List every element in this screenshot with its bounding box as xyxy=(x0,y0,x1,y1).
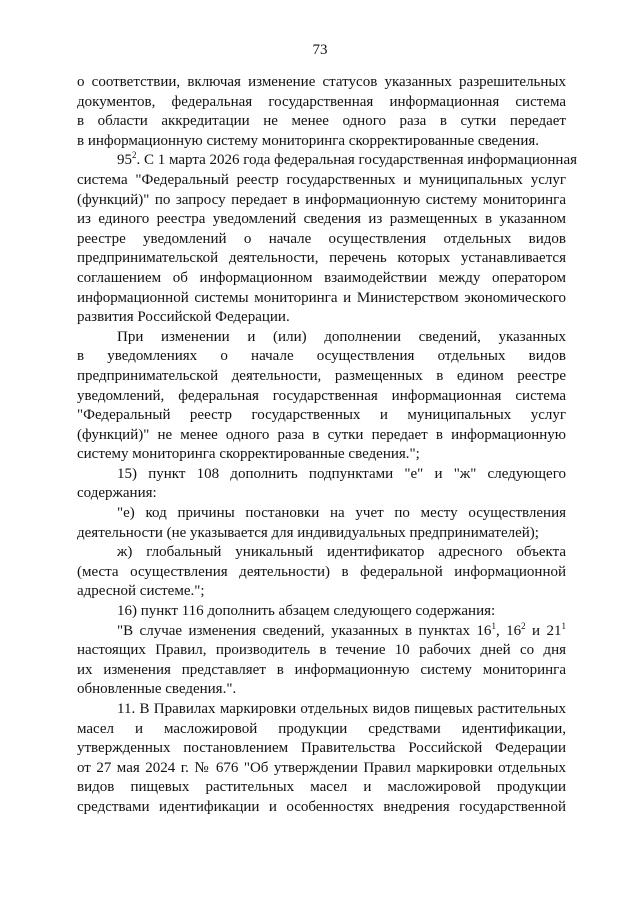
text-line xyxy=(77,465,566,485)
text-fragment: уведомлений, федеральная государственная информационная система xyxy=(77,387,566,404)
text-line xyxy=(77,680,566,700)
text-fragment: в области аккредитации не менее одного раза в сутки передает xyxy=(77,113,566,130)
text-line xyxy=(77,150,578,171)
text-line xyxy=(77,132,566,152)
text-fragment: в информационную систему мониторинга скорректированные сведения. xyxy=(77,132,540,149)
text-line xyxy=(77,661,566,681)
text-fragment: 16) пункт 116 дополнить абзацем следующего содержания: xyxy=(117,603,496,620)
text-line xyxy=(77,73,566,93)
text-fragment: система "Федеральный реестр государственных и муниципальных услуг xyxy=(77,171,566,188)
text-fragment: ж) глобальный уникальный идентификатор адресного объекта xyxy=(117,544,566,561)
text-fragment: документов, федеральная государственная информационная система xyxy=(77,93,566,110)
text-fragment: 95 xyxy=(117,152,132,169)
text-line xyxy=(77,347,566,367)
text-fragment: (места осуществления деятельности) в федеральной информационной xyxy=(77,563,566,580)
text-fragment: "Федеральный реестр государственных и муниципальных услуг xyxy=(77,407,566,424)
text-line xyxy=(77,367,566,387)
text-fragment: (функций)" по запросу передает в информационную систему мониторинга xyxy=(77,191,566,208)
text-fragment: соглашением об информационном взаимодействии между оператором xyxy=(77,269,566,286)
text-fragment: содержания: xyxy=(77,485,157,502)
text-line xyxy=(77,484,566,504)
text-line xyxy=(77,739,566,759)
page-number: 73 xyxy=(312,42,328,58)
text-line xyxy=(77,112,566,132)
text-line xyxy=(77,171,566,191)
text-line xyxy=(77,602,566,622)
text-fragment: "В случае изменения сведений, указанных в пунктах 16 xyxy=(117,622,492,639)
text-fragment: . С 1 марта 2026 года федеральная государственная информационная xyxy=(136,152,578,169)
superscript: 2 xyxy=(521,620,526,631)
superscript: 2 xyxy=(132,150,137,161)
text-line xyxy=(77,210,566,230)
text-line xyxy=(77,524,566,544)
text-line xyxy=(77,778,566,798)
text-line xyxy=(77,445,566,465)
text-fragment: масел и масложировой продукции средствами идентификации, xyxy=(77,720,566,737)
text-fragment: предпринимательской деятельности, перечень которых устанавливается xyxy=(77,250,566,267)
text-fragment: 15) пункт 108 дополнить подпунктами "е" и "ж" следующего xyxy=(117,465,566,482)
text-line xyxy=(77,563,566,583)
text-line xyxy=(77,406,566,426)
text-line xyxy=(77,249,566,269)
text-line xyxy=(77,387,566,407)
text-fragment: предпринимательской деятельности, размещенных в едином реестре xyxy=(77,367,566,384)
text-line xyxy=(77,622,566,642)
text-fragment: видов пищевых растительных масел и масложировой продукции xyxy=(77,779,566,796)
text-line xyxy=(77,720,566,740)
text-fragment: настоящих Правил, производитель в течение 10 рабочих дней со дня xyxy=(77,642,566,659)
text-fragment: При изменении и (или) дополнении сведений, указанных xyxy=(117,328,566,345)
text-fragment: реестре уведомлений о начале осуществления отдельных видов xyxy=(77,230,566,247)
text-fragment: от 27 мая 2024 г. № 676 "Об утверждении Правил маркировки отдельных xyxy=(77,759,566,776)
text-fragment: 11. В Правилах маркировки отдельных видов пищевых растительных xyxy=(117,701,566,717)
text-line xyxy=(77,582,566,602)
document-body xyxy=(77,73,578,818)
text-fragment: их изменения представляет в информационную систему мониторинга xyxy=(77,661,566,678)
text-line xyxy=(77,426,566,446)
text-line xyxy=(77,308,566,328)
text-fragment: и 21 xyxy=(525,622,562,639)
text-fragment: адресной системе."; xyxy=(77,583,205,600)
text-line xyxy=(77,328,566,348)
superscript: 1 xyxy=(491,620,496,631)
text-fragment: в уведомлениях о начале осуществления отдельных видов xyxy=(77,348,566,365)
text-fragment: систему мониторинга скорректированные сведения."; xyxy=(77,446,420,463)
text-fragment: (функций)" не менее одного раза в сутки передает в информационную xyxy=(77,426,566,443)
text-line xyxy=(77,93,566,113)
text-fragment: утвержденных постановлением Правительства Российской Федерации xyxy=(77,740,566,757)
text-line xyxy=(77,700,566,720)
text-fragment: развития Российской Федерации. xyxy=(77,309,290,326)
text-fragment: из единого реестра уведомлений сведения из размещенных в указанном xyxy=(77,211,566,228)
text-line xyxy=(77,230,566,250)
text-line xyxy=(77,543,566,563)
text-fragment: обновленные сведения.". xyxy=(77,681,237,698)
text-fragment: деятельности (не указывается для индивидуальных предпринимателей); xyxy=(77,524,539,541)
text-line xyxy=(77,504,566,524)
text-fragment: информационной системы мониторинга и Министерством экономического xyxy=(77,289,566,306)
text-line xyxy=(77,269,566,289)
text-line xyxy=(77,759,566,779)
text-line xyxy=(77,798,566,818)
superscript: 1 xyxy=(561,620,567,631)
text-line xyxy=(77,641,566,661)
text-fragment: , 16 xyxy=(495,622,522,639)
text-fragment: "е) код причины постановки на учет по месту осуществления xyxy=(117,505,566,522)
text-line xyxy=(77,191,566,211)
text-fragment: средствами идентификации и особенностях внедрения государственной xyxy=(77,798,566,815)
text-line xyxy=(77,289,566,309)
text-fragment: о соответствии, включая изменение статусов указанных разрешительных xyxy=(77,74,566,90)
